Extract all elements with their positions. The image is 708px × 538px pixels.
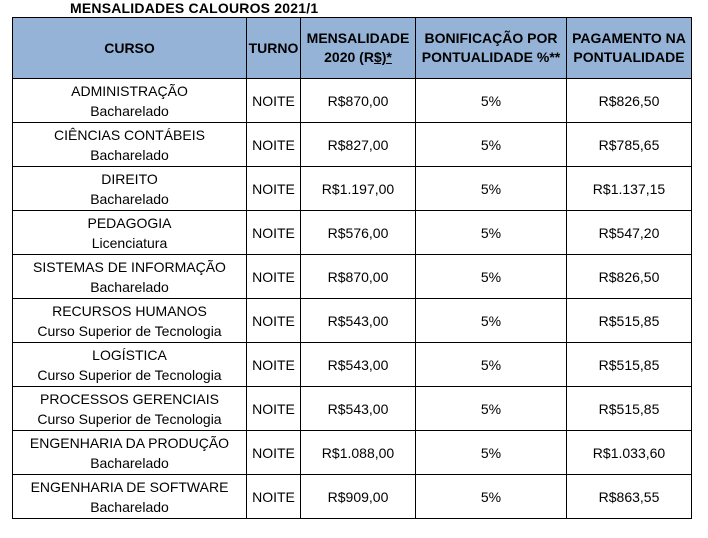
- course-name: ADMINISTRAÇÃO: [71, 82, 188, 99]
- cell-mensalidade: R$1.197,00: [301, 167, 416, 211]
- cell-pagamento: R$1.033,60: [567, 431, 692, 475]
- cell-mensalidade: R$576,00: [301, 211, 416, 255]
- cell-curso: [13, 255, 247, 299]
- course-name: RECURSOS HUMANOS: [52, 302, 207, 319]
- table-row: [13, 299, 692, 343]
- table-row: [13, 343, 692, 387]
- cell-curso: [13, 167, 247, 211]
- course-name: DIREITO: [101, 170, 158, 187]
- table-row: [13, 211, 692, 255]
- cell-pagamento: R$863,55: [567, 475, 692, 519]
- cell-bonificacao: 5%: [416, 343, 567, 387]
- course-type: Curso Superior de Tecnologia: [37, 322, 222, 339]
- cell-curso: [13, 123, 247, 167]
- table-row: [13, 79, 692, 123]
- table-row: [13, 255, 692, 299]
- cell-pagamento: R$547,20: [567, 211, 692, 255]
- header-mensalidade: MENSALIDADE 2020 (R$)*: [301, 18, 416, 79]
- course-name: ENGENHARIA DE SOFTWARE: [30, 478, 229, 495]
- cell-turno: NOITE: [247, 431, 301, 475]
- cell-bonificacao: 5%: [416, 167, 567, 211]
- cell-bonificacao: 5%: [416, 431, 567, 475]
- cell-bonificacao: 5%: [416, 123, 567, 167]
- table-row: [13, 431, 692, 475]
- cell-mensalidade: R$827,00: [301, 123, 416, 167]
- course-type: Curso Superior de Tecnologia: [37, 410, 222, 427]
- course-name: LOGÍSTICA: [92, 346, 167, 363]
- course-name: PROCESSOS GERENCIAIS: [40, 390, 219, 407]
- cell-bonificacao: 5%: [416, 475, 567, 519]
- course-type: Bacharelado: [90, 454, 169, 471]
- cell-turno: NOITE: [247, 299, 301, 343]
- cell-mensalidade: R$870,00: [301, 79, 416, 123]
- table-row: [13, 475, 692, 519]
- header-pagamento: PAGAMENTO NA PONTUALIDADE: [567, 18, 692, 79]
- cell-pagamento: R$515,85: [567, 299, 692, 343]
- cell-curso: [13, 211, 247, 255]
- cell-pagamento: R$785,65: [567, 123, 692, 167]
- course-name: ENGENHARIA DA PRODUÇÃO: [29, 434, 230, 451]
- cell-mensalidade: R$543,00: [301, 299, 416, 343]
- header-bonificacao: BONIFICAÇÃO POR PONTUALIDADE %**: [416, 18, 567, 79]
- cell-mensalidade: R$909,00: [301, 475, 416, 519]
- table-row: [13, 387, 692, 431]
- course-type: Bacharelado: [90, 498, 169, 515]
- page-title: MENSALIDADES CALOUROS 2021/1: [70, 0, 319, 16]
- tuition-table: [12, 17, 692, 519]
- course-type: Bacharelado: [90, 102, 169, 119]
- cell-bonificacao: 5%: [416, 79, 567, 123]
- cell-turno: NOITE: [247, 475, 301, 519]
- course-type: Bacharelado: [90, 278, 169, 295]
- cell-pagamento: R$826,50: [567, 255, 692, 299]
- cell-mensalidade: R$1.088,00: [301, 431, 416, 475]
- cell-curso: [13, 79, 247, 123]
- cell-pagamento: R$1.137,15: [567, 167, 692, 211]
- cell-turno: NOITE: [247, 343, 301, 387]
- cell-turno: NOITE: [247, 79, 301, 123]
- cell-mensalidade: R$543,00: [301, 343, 416, 387]
- cell-turno: NOITE: [247, 387, 301, 431]
- cell-turno: NOITE: [247, 123, 301, 167]
- cell-bonificacao: 5%: [416, 387, 567, 431]
- cell-curso: [13, 431, 247, 475]
- course-type: Bacharelado: [90, 146, 169, 163]
- header-row: [13, 18, 692, 79]
- course-type: Bacharelado: [90, 190, 169, 207]
- course-name: PEDAGOGIA: [87, 214, 172, 231]
- cell-bonificacao: 5%: [416, 211, 567, 255]
- cell-turno: NOITE: [247, 255, 301, 299]
- cell-curso: [13, 387, 247, 431]
- cell-pagamento: R$515,85: [567, 343, 692, 387]
- cell-curso: [13, 299, 247, 343]
- cell-turno: NOITE: [247, 167, 301, 211]
- course-type: Curso Superior de Tecnologia: [37, 366, 222, 383]
- cell-bonificacao: 5%: [416, 299, 567, 343]
- course-name: SISTEMAS DE INFORMAÇÃO: [33, 258, 226, 275]
- table-row: [13, 123, 692, 167]
- header-turno: TURNO: [247, 18, 301, 79]
- cell-pagamento: R$826,50: [567, 79, 692, 123]
- cell-curso: [13, 343, 247, 387]
- cell-mensalidade: R$543,00: [301, 387, 416, 431]
- course-type: Licenciatura: [91, 234, 168, 251]
- cell-pagamento: R$515,85: [567, 387, 692, 431]
- cell-curso: [13, 475, 247, 519]
- cell-turno: NOITE: [247, 211, 301, 255]
- cell-bonificacao: 5%: [416, 255, 567, 299]
- table-row: [13, 167, 692, 211]
- header-curso: CURSO: [13, 18, 247, 79]
- cell-mensalidade: R$870,00: [301, 255, 416, 299]
- course-name: CIÊNCIAS CONTÁBEIS: [54, 126, 205, 143]
